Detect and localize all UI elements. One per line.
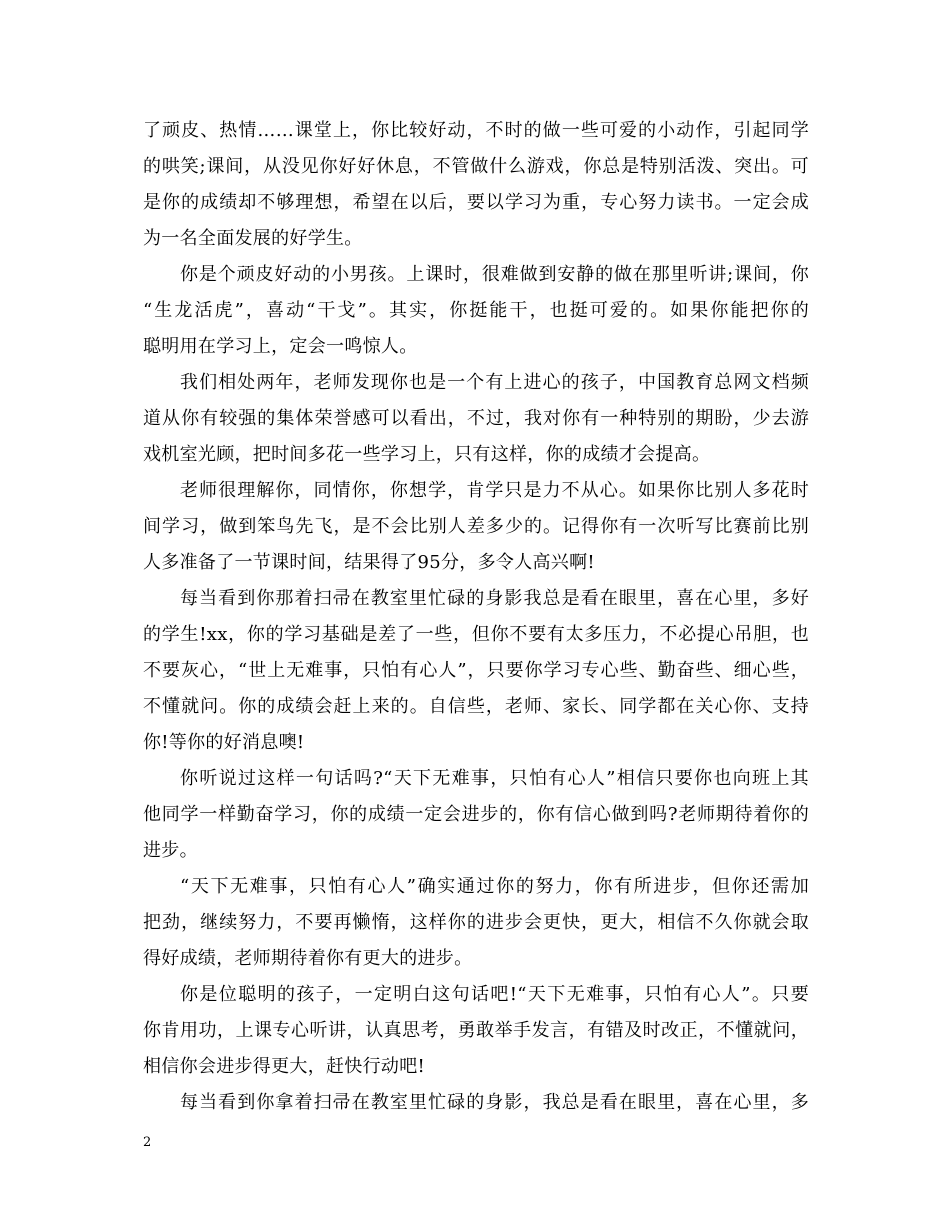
text-line: 不要灰心，“世上无难事，只怕有心人”，只要你学习专心些、勤奋些、细心些， xyxy=(143,660,809,681)
document-body xyxy=(143,113,809,1121)
text-line: 他同学一样勤奋学习，你的成绩一定会进步的，你有信心做到吗?老师期待着你的 xyxy=(143,804,809,825)
text-line: 道从你有较强的集体荣誉感可以看出，不过，我对你有一种特别的期盼，少去游 xyxy=(143,408,809,429)
text-line: 老师很理解你，同情你，你想学，肯学只是力不从心。如果你比别人多花时 xyxy=(180,480,809,501)
text-line: 我们相处两年，老师发现你也是一个有上进心的孩子，中国教育总网文档频 xyxy=(180,372,809,393)
text-line: 的哄笑;课间，从没见你好好休息，不管做什么游戏，你总是特别活泼、突出。可 xyxy=(143,156,809,177)
text-line: 是你的成绩却不够理想，希望在以后，要以学习为重，专心努力读书。一定会成 xyxy=(143,192,809,213)
text-line: 不懂就问。你的成绩会赶上来的。自信些，老师、家长、同学都在关心你、支持 xyxy=(143,696,809,717)
text-line: 聪明用在学习上，定会一鸣惊人。 xyxy=(143,336,418,357)
text-line: “生龙活虎”，喜动“干戈”。其实，你挺能干，也挺可爱的。如果你能把你的 xyxy=(143,300,809,321)
text-line: 每当看到你那着扫帚在教室里忙碌的身影我总是看在眼里，喜在心里，多好 xyxy=(180,588,809,609)
text-line: 你肯用功，上课专心听讲，认真思考，勇敢举手发言，有错及时改正，不懂就问， xyxy=(143,1020,809,1041)
text-line: 得好成绩，老师期待着你有更大的进步。 xyxy=(143,948,473,969)
text-line: 进步。 xyxy=(143,840,198,861)
text-line: “天下无难事，只怕有心人”确实通过你的努力，你有所进步，但你还需加 xyxy=(180,876,809,897)
text-line: 你是个顽皮好动的小男孩。上课时，很难做到安静的做在那里听讲;课间，你 xyxy=(180,264,809,285)
text-line: 相信你会进步得更大，赶快行动吧! xyxy=(143,1056,426,1077)
text-line: 你!等你的好消息噢! xyxy=(143,732,305,753)
text-line: 人多准备了一节课时间，结果得了95分，多令人高兴啊! xyxy=(143,552,595,573)
text-line: 你听说过这样一句话吗?“天下无难事，只怕有心人”相信只要你也向班上其 xyxy=(180,768,809,789)
page-number: 2 xyxy=(143,1135,152,1150)
text-line: 每当看到你拿着扫帚在教室里忙碌的身影，我总是看在眼里，喜在心里，多 xyxy=(180,1092,809,1113)
text-line: 你是位聪明的孩子，一定明白这句话吧!“天下无难事，只怕有心人”。只要 xyxy=(180,984,809,1005)
text-line: 把劲，继续努力，不要再懒惰，这样你的进步会更快，更大，相信不久你就会取 xyxy=(143,912,809,933)
text-line: 的学生!xx，你的学习基础是差了一些，但你不要有太多压力，不必提心吊胆，也 xyxy=(143,624,809,645)
text-line: 间学习，做到笨鸟先飞，是不会比别人差多少的。记得你有一次听写比赛前比别 xyxy=(143,516,809,537)
text-line: 为一名全面发展的好学生。 xyxy=(143,228,363,249)
text-line: 戏机室光顾，把时间多花一些学习上，只有这样，你的成绩才会提高。 xyxy=(143,444,711,465)
text-line: 了顽皮、热情……课堂上，你比较好动，不时的做一些可爱的小动作，引起同学 xyxy=(143,120,809,141)
